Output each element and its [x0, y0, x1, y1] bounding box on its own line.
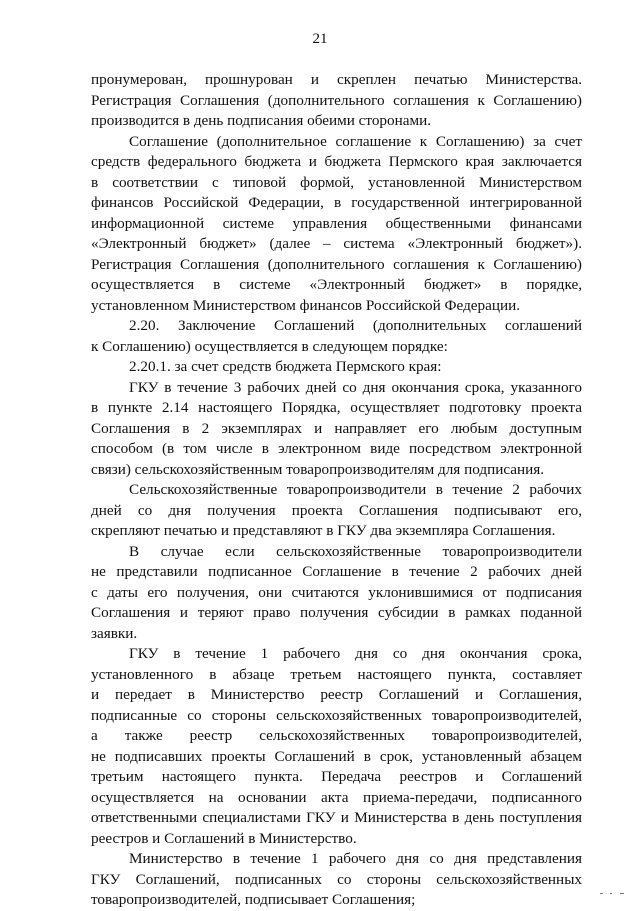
- text-line: Министерство в течение 1 рабочего дня со дня представления: [129, 850, 582, 867]
- text-line: Соглашение (дополнительное соглашение к Соглашению) за счет: [129, 132, 582, 150]
- text-line: скрепляют печатью и представляют в ГКУ два экземпляра Соглашения.: [91, 522, 556, 539]
- text-line: товаропроизводителей, подписывает Соглашения;: [91, 891, 416, 908]
- text-line: реестров и Соглашений в Министерство.: [91, 829, 357, 847]
- text-line: в пункте 2.14 настоящего Порядка, осуществляет подготовку проекта: [91, 399, 582, 416]
- text-line: 2.20.1. за счет средств бюджета Пермского края:: [129, 358, 442, 375]
- text-line: и передает в Министерство реестр Соглашений и Соглашения,: [91, 686, 582, 703]
- text-line: Сельскохозяйственные товаропроизводители в течение 2 рабочих: [129, 481, 582, 498]
- scan-artifact: [600, 893, 603, 894]
- text-line: ГКУ в течение 1 рабочего дня со дня окончания срока,: [129, 645, 582, 662]
- document-body: [91, 70, 582, 911]
- text-line: заявки.: [91, 624, 138, 642]
- text-line: связи) сельскохозяйственным товаропроизводителям для подписания.: [91, 460, 545, 478]
- scan-artifact: [620, 893, 624, 894]
- text-line: «Электронный бюджет» (далее – система «Электронный бюджет»).: [91, 235, 582, 252]
- text-line: третьим настоящего пункта. Передача реестров и Соглашений: [91, 768, 582, 785]
- text-line: установленного в абзаце третьем настоящего пункта, составляет: [91, 665, 582, 683]
- text-line: осуществляется в системе «Электронный бюджет» в порядке,: [91, 276, 582, 293]
- text-line: 2.20. Заключение Соглашений (дополнительных соглашений: [129, 317, 582, 334]
- text-line: способом (в том числе в электронном виде посредством электронной: [91, 440, 582, 457]
- text-line: средств федерального бюджета и бюджета Пермского края заключается: [91, 153, 582, 170]
- page-number: 21: [312, 31, 328, 47]
- text-line: не подписавших проекты Соглашений в срок, установленный абзацем: [91, 747, 582, 765]
- text-line: а также реестр сельскохозяйственных товаропроизводителей,: [91, 727, 582, 744]
- text-line: Регистрация Соглашения (дополнительного соглашения к Соглашению): [91, 255, 582, 273]
- text-line: Соглашения в 2 экземплярах и направляет его любым доступным: [91, 419, 582, 437]
- text-line: информационной системе управления общественными финансами: [91, 214, 582, 232]
- text-line: не представили подписанное Соглашение в течение 2 рабочих дней: [91, 563, 582, 580]
- text-line: дней со дня получения проекта Соглашения подписывают его,: [91, 501, 582, 519]
- text-line: ГКУ в течение 3 рабочих дней со дня окончания срока, указанного: [129, 378, 582, 396]
- text-line: подписанные со стороны сельскохозяйственных товаропроизводителей,: [91, 706, 582, 724]
- text-line: в соответствии с типовой формой, установленной Министерством: [91, 173, 582, 191]
- text-line: финансов Российской Федерации, в государственной интегрированной: [91, 194, 582, 211]
- text-line: ответственными специалистами ГКУ и Министерства в день поступления: [91, 809, 582, 826]
- text-line: Регистрация Соглашения (дополнительного соглашения к Соглашению): [91, 91, 582, 109]
- text-line: В случае если сельскохозяйственные товаропроизводители: [129, 542, 582, 560]
- text-line: Соглашения и теряют право получения субсидии в рамках поданной: [91, 604, 582, 621]
- text-line: к Соглашению) осуществляется в следующем порядке:: [91, 337, 448, 355]
- text-line: с даты его получения, они считаются уклонившимися от подписания: [91, 583, 582, 601]
- text-line: производится в день подписания обеими сторонами.: [91, 112, 432, 129]
- text-line: установленном Министерством финансов Российской Федерации.: [91, 296, 521, 314]
- text-line: осуществляется на основании акта приема-передачи, подписанного: [91, 788, 582, 806]
- scan-artifact: [610, 893, 612, 894]
- text-line: ГКУ Соглашений, подписанных со стороны сельскохозяйственных: [91, 870, 582, 888]
- text-line: пронумерован, прошнурован и скреплен печатью Министерства.: [91, 71, 582, 88]
